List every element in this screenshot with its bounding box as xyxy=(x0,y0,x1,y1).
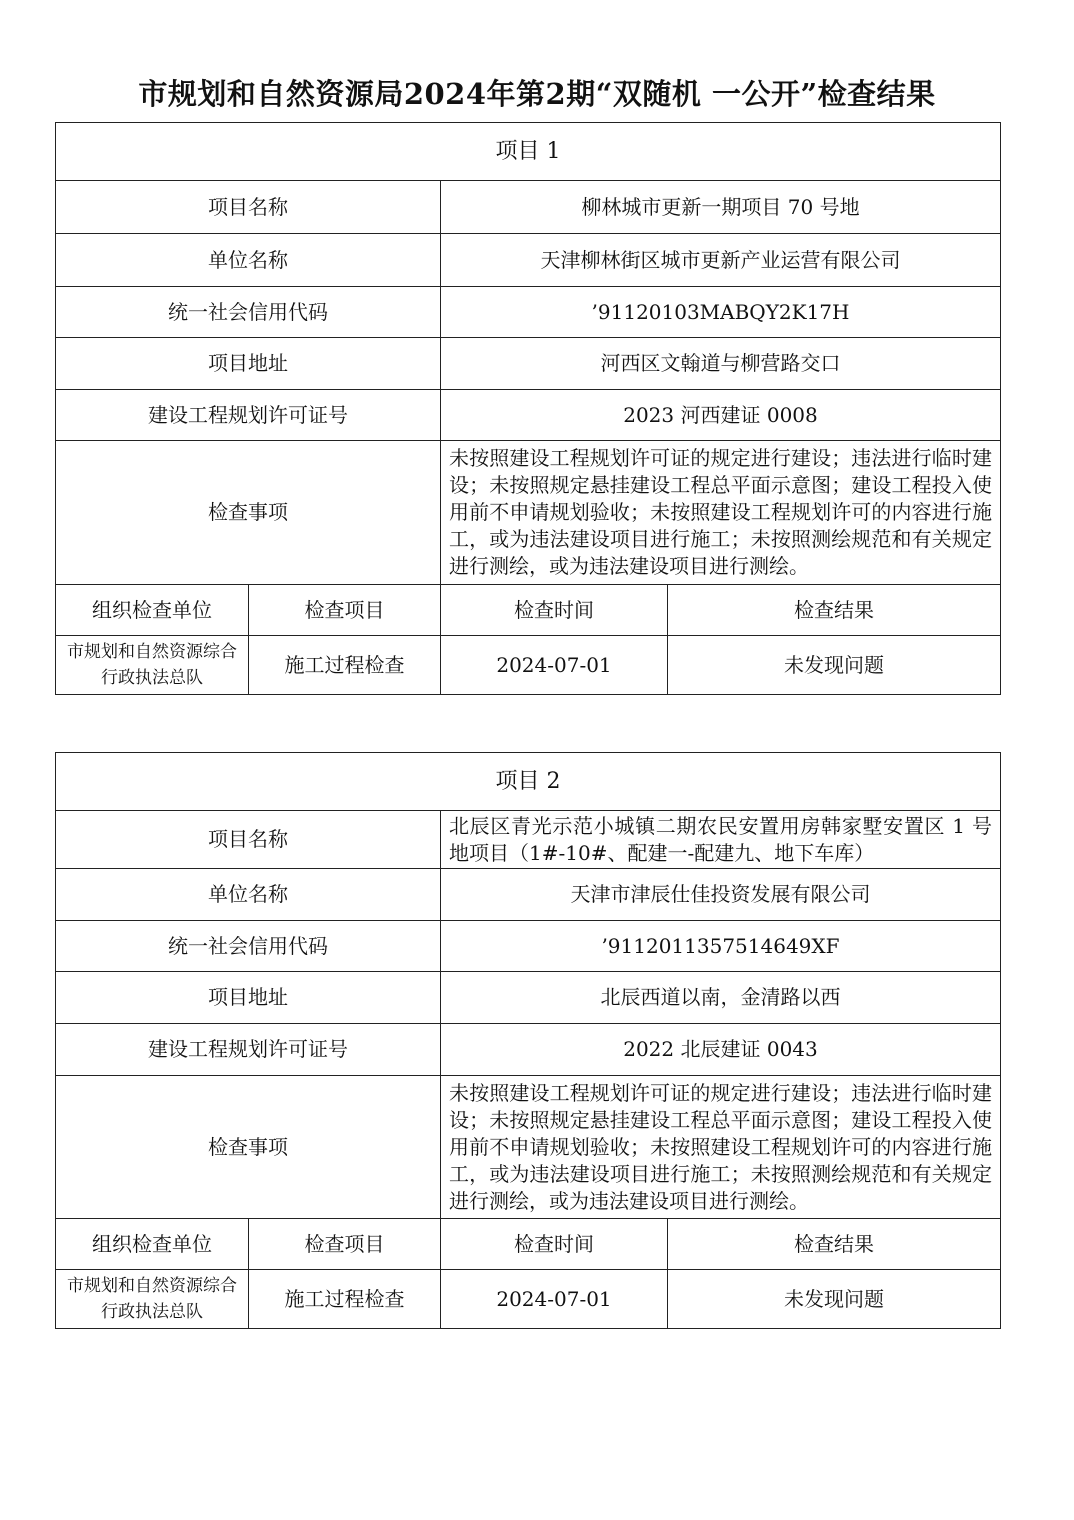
address-value: 河西区文翰道与柳营路交口 xyxy=(441,338,1001,390)
unit-name-label: 单位名称 xyxy=(56,234,441,287)
permit-no-value: 2023 河西建证 0008 xyxy=(441,390,1001,441)
check-result-header: 检查结果 xyxy=(668,1219,1001,1270)
project-heading: 项目 1 xyxy=(56,123,1001,181)
org-unit-value: 市规划和自然资源综合行政执法总队 xyxy=(56,1270,249,1329)
credit-code-value: ’91120103MABQY2K17H xyxy=(441,287,1001,338)
check-time-value: 2024-07-01 xyxy=(441,1270,668,1329)
org-unit-value: 市规划和自然资源综合行政执法总队 xyxy=(56,636,249,695)
unit-name-value: 天津市津辰仕佳投资发展有限公司 xyxy=(441,869,1001,921)
check-item-header: 检查项目 xyxy=(249,1219,441,1270)
project-table-2 xyxy=(55,752,1001,1329)
address-label: 项目地址 xyxy=(56,338,441,390)
credit-code-label: 统一社会信用代码 xyxy=(56,921,441,972)
credit-code-value: ’9112011357514649XF xyxy=(441,921,1001,972)
check-item-value: 施工过程检查 xyxy=(249,636,441,695)
permit-no-value: 2022 北辰建证 0043 xyxy=(441,1024,1001,1076)
permit-no-label: 建设工程规划许可证号 xyxy=(56,1024,441,1076)
project-heading: 项目 2 xyxy=(56,753,1001,811)
org-unit-header: 组织检查单位 xyxy=(56,1219,249,1270)
inspection-items-label: 检查事项 xyxy=(56,1076,441,1219)
address-value: 北辰西道以南，金清路以西 xyxy=(441,972,1001,1024)
check-time-header: 检查时间 xyxy=(441,1219,668,1270)
check-result-value: 未发现问题 xyxy=(668,1270,1001,1329)
project-name-value: 柳林城市更新一期项目 70 号地 xyxy=(441,181,1001,234)
project-name-value: 北辰区青光示范小城镇二期农民安置用房韩家墅安置区 1 号地项目（1#-10#、配建一-配建九、地下车库） xyxy=(441,811,1001,869)
inspection-items-label: 检查事项 xyxy=(56,441,441,585)
inspection-items-value: 未按照建设工程规划许可证的规定进行建设；违法进行临时建设；未按照规定悬挂建设工程总平面示意图；建设工程投入使用前不申请规划验收；未按照建设工程规划许可的内容进行施工，或为违法建设项目进行施工；未按照测绘规范和有关规定进行测绘，或为违法建设项目进行测绘。 xyxy=(441,441,1001,585)
check-item-header: 检查项目 xyxy=(249,585,441,636)
project-table-1 xyxy=(55,122,1001,695)
check-item-value: 施工过程检查 xyxy=(249,1270,441,1329)
project-name-label: 项目名称 xyxy=(56,811,441,869)
org-unit-header: 组织检查单位 xyxy=(56,585,249,636)
address-label: 项目地址 xyxy=(56,972,441,1024)
unit-name-label: 单位名称 xyxy=(56,869,441,921)
unit-name-value: 天津柳林街区城市更新产业运营有限公司 xyxy=(441,234,1001,287)
check-time-value: 2024-07-01 xyxy=(441,636,668,695)
check-time-header: 检查时间 xyxy=(441,585,668,636)
permit-no-label: 建设工程规划许可证号 xyxy=(56,390,441,441)
check-result-header: 检查结果 xyxy=(668,585,1001,636)
check-result-value: 未发现问题 xyxy=(668,636,1001,695)
inspection-items-value: 未按照建设工程规划许可证的规定进行建设；违法进行临时建设；未按照规定悬挂建设工程总平面示意图；建设工程投入使用前不申请规划验收；未按照建设工程规划许可的内容进行施工，或为违法建设项目进行施工；未按照测绘规范和有关规定进行测绘，或为违法建设项目进行测绘。 xyxy=(441,1076,1001,1219)
credit-code-label: 统一社会信用代码 xyxy=(56,287,441,338)
project-name-label: 项目名称 xyxy=(56,181,441,234)
document-title: 市规划和自然资源局2024年第2期“双随机 一公开”检查结果 xyxy=(138,77,936,111)
